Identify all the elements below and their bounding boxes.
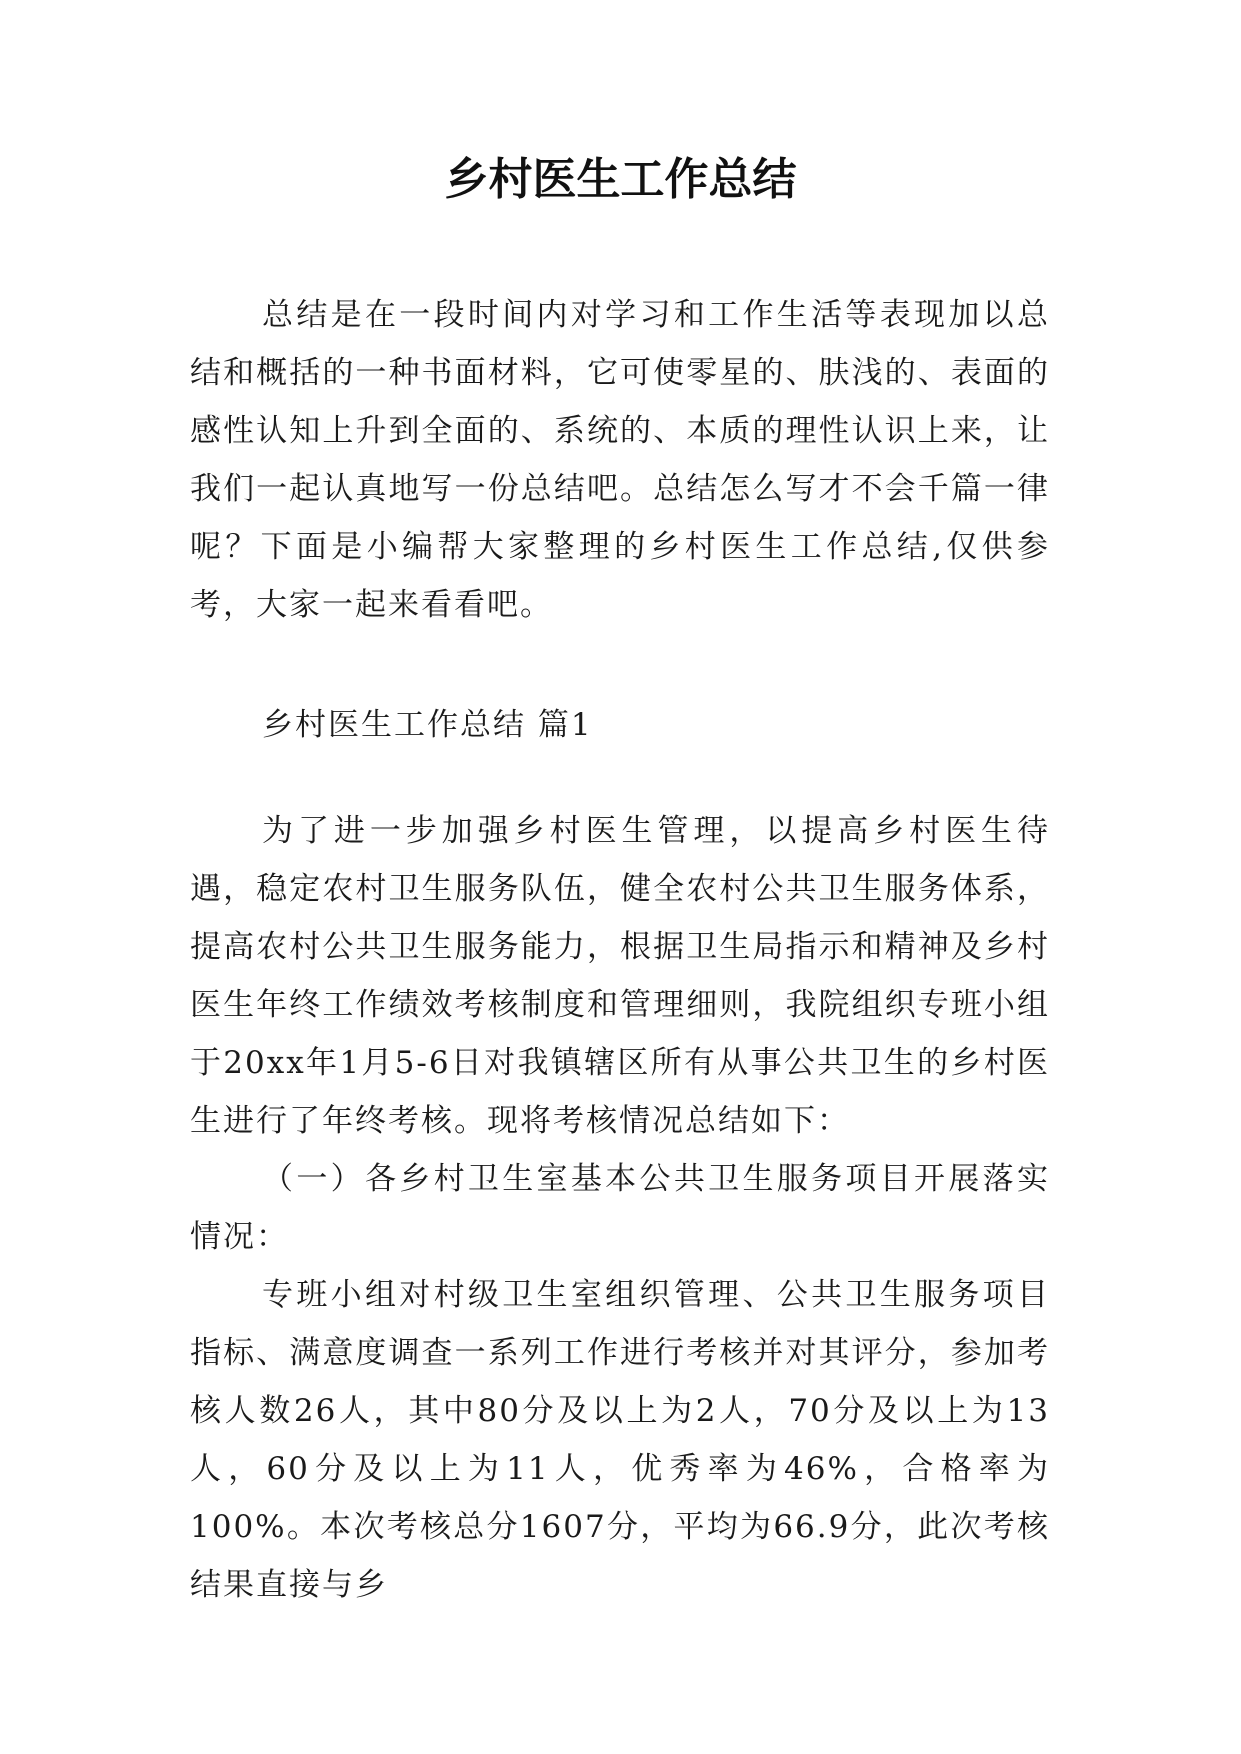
body-paragraph-3: 专班小组对村级卫生室组织管理、公共卫生服务项目指标、满意度调查一系列工作进行考核并对其评分，参加考核人数26人，其中80分及以上为2人，70分及以上为13人，60分及以上为11人，优秀率为46%，合格率为100%。本次考核总分1607分，平均为66.9分，此次考核结果直接与乡 (190, 1277, 1050, 1603)
body-paragraph-1: 为了进一步加强乡村医生管理，以提高乡村医生待遇，稳定农村卫生服务队伍，健全农村公共卫生服务体系，提高农村公共卫生服务能力，根据卫生局指示和精神及乡村医生年终工作绩效考核制度和管理细则，我院组织专班小组于20xx年1月5-6日对我镇辖区所有从事公共卫生的乡村医生进行了年终考核。现将考核情况总结如下： (190, 813, 1050, 1139)
section-heading: 乡村医生工作总结 篇1 (262, 707, 593, 743)
intro-block (190, 286, 1050, 634)
intro-paragraph: 总结是在一段时间内对学习和工作生活等表现加以总结和概括的一种书面材料，它可使零星的、肤浅的、表面的感性认知上升到全面的、系统的、本质的理性认识上来，让我们一起认真地写一份总结吧。总结怎么写才不会千篇一律呢？下面是小编帮大家整理的乡村医生工作总结,仅供参考，大家一起来看看吧。 (190, 297, 1050, 623)
section-body (190, 802, 1050, 1614)
section-heading-block (190, 696, 1050, 754)
document-title: 乡村医生工作总结 (444, 154, 797, 205)
body-paragraph-2: （一）各乡村卫生室基本公共卫生服务项目开展落实情况： (190, 1161, 1050, 1255)
